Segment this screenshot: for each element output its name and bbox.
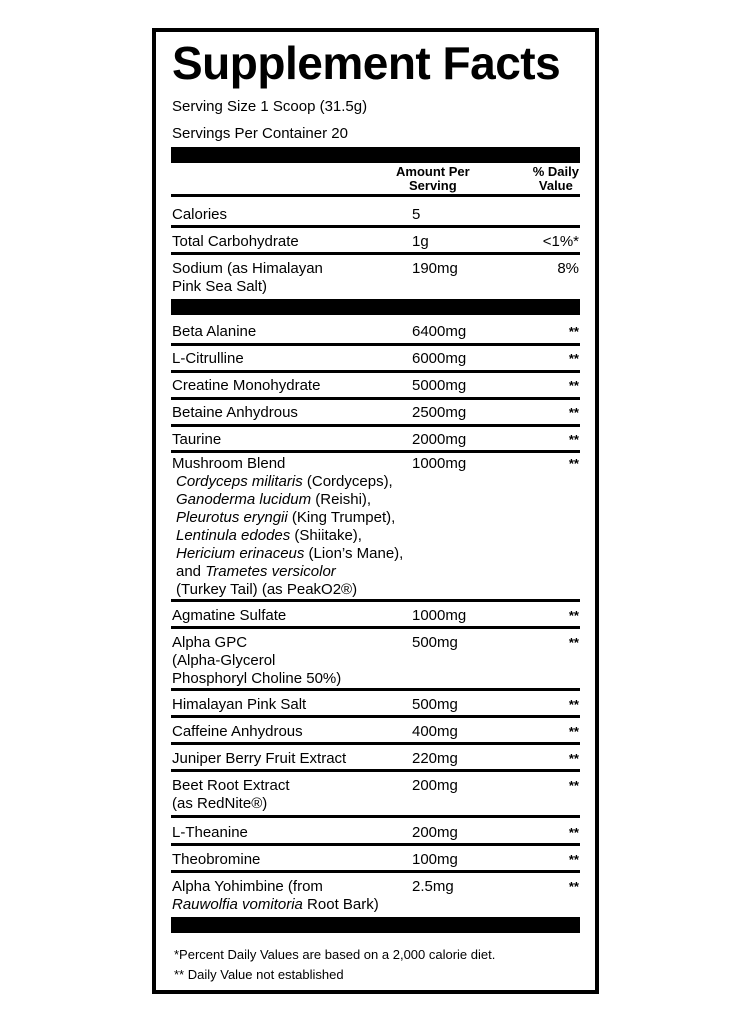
divider	[171, 870, 580, 873]
thick-divider	[171, 147, 580, 163]
thick-divider	[171, 917, 580, 933]
supplement-facts-panel: Supplement Facts Serving Size 1 Scoop (31.5g) Servings Per Container 20 Amount Per Serving % Daily Value Calories 5 Total Carbohydrate 1g <1%* Sodium (as Himalayan Pink Sea Salt) 190mg 8% Beta Alanine 6400mg ** L-Citrulline 6000mg ** Creatine Monohydrate 5000mg ** Betaine Anhydrous 2500mg ** Taurine 2000mg ** Mushroom Blend Cordyceps militaris (Cordyceps), Ganoderma lucidum (Reishi), Pleurotus eryngii (King Trumpet), Lentinula edodes (Shiitake), Hericium erinaceus (Lion’s Mane), and Trametes versicolor (Turkey Tail) (as PeakO2®) 1000mg ** Agmatine Sulfate 1000mg ** Alpha GPC (Alpha-Glycerol Phosphoryl Choline 50%) 500mg ** Himalayan Pink Salt 500mg ** Caffeine Anhydrous 400mg ** Juniper Berry Fruit Extract 220mg ** Beet Root Extract (as RedNite®) 200mg ** L-Theanine 200mg ** Theobromine 100mg ** Alpha Yohimbine (from Rauwolfia vomitoria Root Bark) 2.5mg ** *Percent Daily Values are based on a 2,000 calorie diet. ** Daily Value not established	[152, 28, 599, 994]
divider	[171, 252, 580, 255]
divider	[171, 225, 580, 228]
footnote-not-established: ** Daily Value not established	[174, 967, 344, 982]
divider	[171, 343, 580, 346]
divider	[171, 742, 580, 745]
divider	[171, 194, 580, 197]
divider	[171, 843, 580, 846]
divider	[171, 688, 580, 691]
divider	[171, 715, 580, 718]
divider	[171, 370, 580, 373]
divider	[171, 450, 580, 453]
serving-size: Serving Size 1 Scoop (31.5g)	[172, 98, 368, 115]
divider	[171, 769, 580, 772]
divider	[171, 397, 580, 400]
servings-per-container: Servings Per Container 20	[172, 125, 348, 142]
divider	[171, 815, 580, 818]
panel-title: Supplement Facts	[172, 37, 561, 89]
footnote-daily-values: *Percent Daily Values are based on a 2,000 calorie diet.	[174, 947, 496, 962]
divider	[171, 626, 580, 629]
amount-per-serving-header: Amount Per Serving	[396, 164, 470, 193]
divider	[171, 424, 580, 427]
daily-value-header: % Daily Value	[532, 164, 579, 193]
divider	[171, 599, 580, 602]
thick-divider	[171, 299, 580, 315]
